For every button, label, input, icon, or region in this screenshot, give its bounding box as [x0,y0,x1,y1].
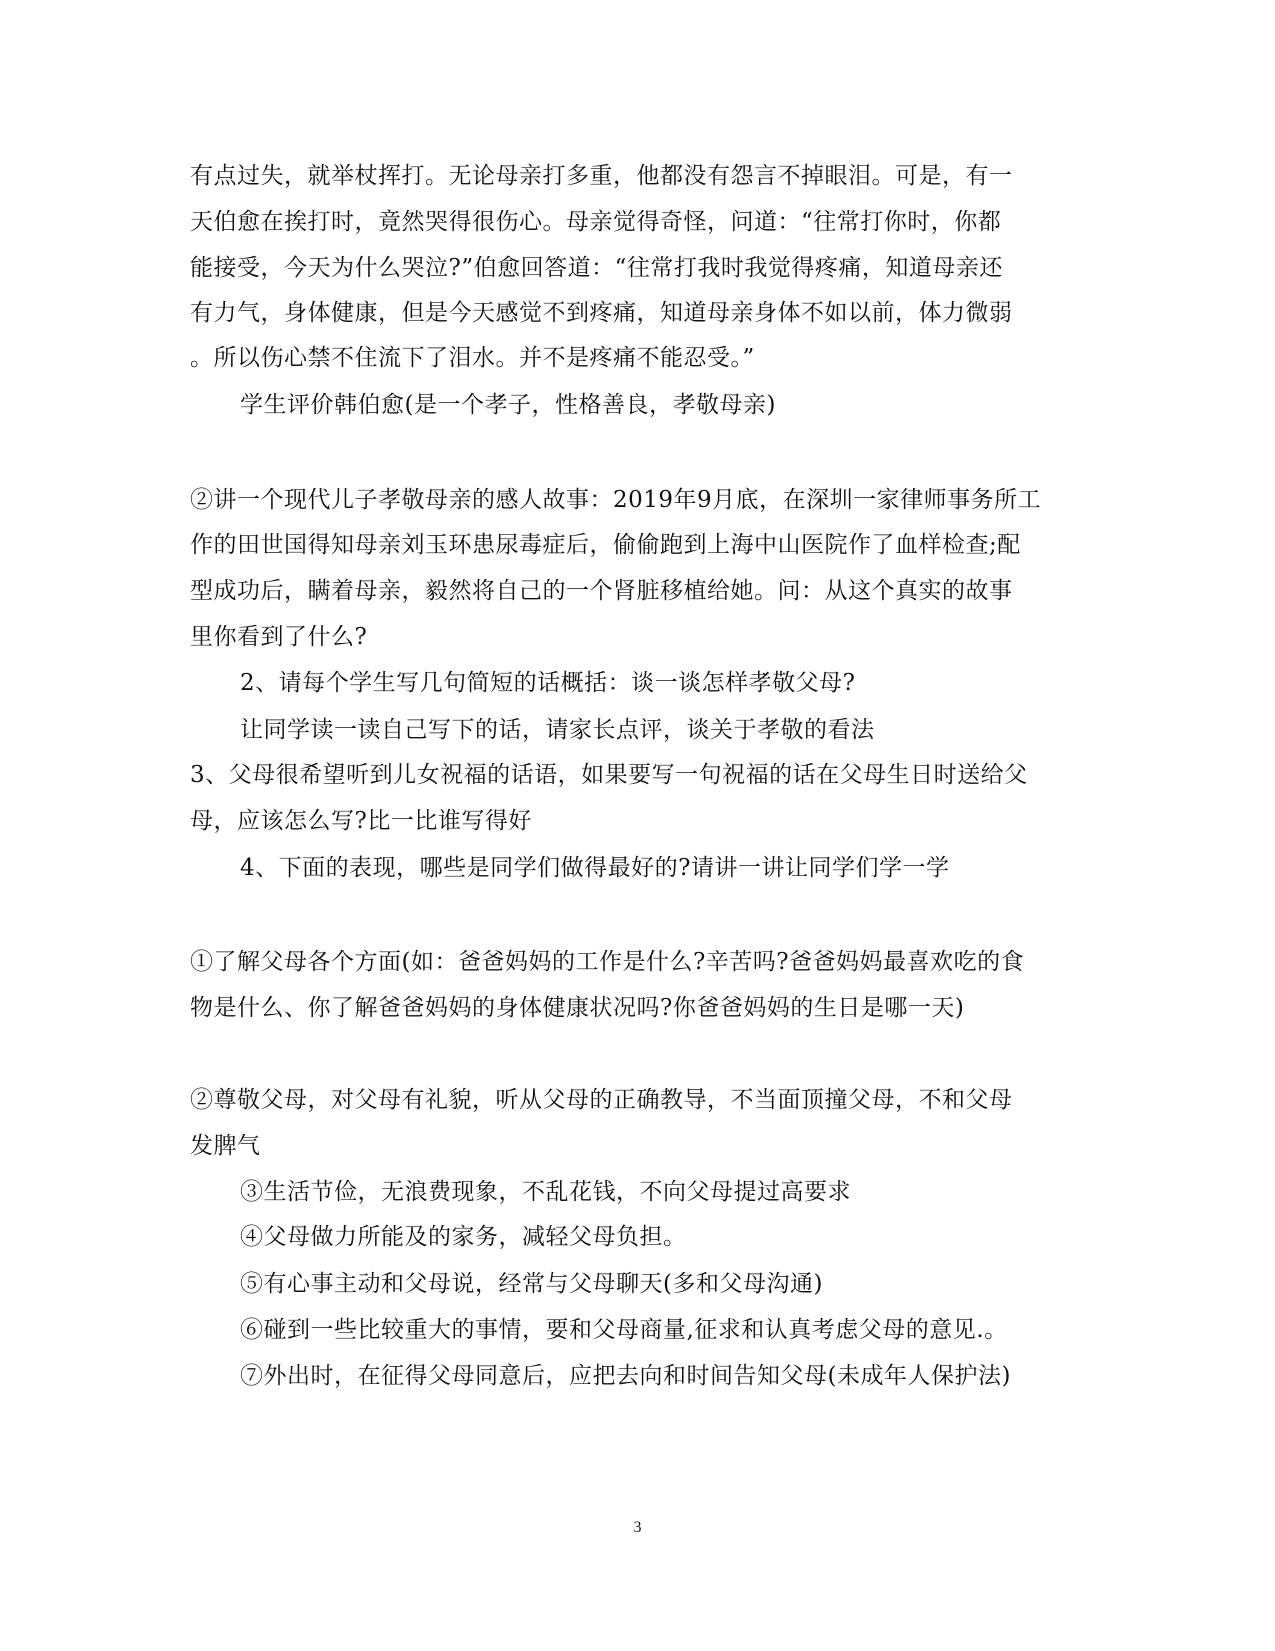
page-number: 3 [633,1519,642,1536]
text-line: 物是什么、你了解爸爸妈妈的身体健康状况吗?你爸爸妈妈的生日是哪一天) [190,995,965,1021]
text-line: 天伯愈在挨打时，竟然哭得很伤心。母亲觉得奇怪，问道：“往常打你时，你都 [190,209,1002,235]
text-line: 母，应该怎么写?比一比谁写得好 [190,808,532,834]
text-line: 能接受，今天为什么哭泣?”伯愈回答道：“往常打我时我觉得疼痛，知道母亲还 [190,255,1003,281]
text-line: 发脾气 [190,1133,261,1159]
text-line: 3、父母很希望听到儿女祝福的话语，如果要写一句祝福的话在父母生日时送给父 [190,762,1028,788]
text-line: 。所以伤心禁不住流下了泪水。并不是疼痛不能忍受。” [190,345,755,371]
text-line: 作的田世国得知母亲刘玉环患尿毒症后，偷偷跑到上海中山医院作了血样检查;配 [190,532,1021,558]
text-line: 2、请每个学生写几句简短的话概括：谈一谈怎样孝敬父母? [240,670,856,696]
text-line: 有力气，身体健康，但是今天感觉不到疼痛，知道母亲身体不如以前，体力微弱 [190,300,1013,326]
text-line: ②尊敬父母，对父母有礼貌，听从父母的正确教导，不当面顶撞父母，不和父母 [190,1087,1013,1113]
text-line: ⑦外出时，在征得父母同意后，应把去向和时间告知父母(未成年人保护法) [240,1363,1011,1389]
text-line: ①了解父母各个方面(如：爸爸妈妈的工作是什么?辛苦吗?爸爸妈妈最喜欢吃的食 [190,949,1025,975]
text-line: ④父母做力所能及的家务，减轻父母负担。 [240,1224,687,1250]
text-line: 型成功后，瞒着母亲，毅然将自己的一个肾脏移植给她。问：从这个真实的故事 [190,578,1013,604]
text-line: 让同学读一读自己写下的话，请家长点评，谈关于孝敬的看法 [240,717,875,743]
text-line: ③生活节俭，无浪费现象，不乱花钱，不向父母提过高要求 [240,1179,851,1205]
text-line: 有点过失，就举杖挥打。无论母亲打多重，他都没有怨言不掉眼泪。可是，有一 [190,163,1013,189]
text-line: ②讲一个现代儿子孝敬母亲的感人故事：2019年9月底，在深圳一家律师事务所工 [190,487,1042,513]
text-line: 4、下面的表现，哪些是同学们做得最好的?请讲一讲让同学们学一学 [240,855,950,881]
text-line: ⑥碰到一些比较重大的事情，要和父母商量,征求和认真考虑父母的意见.。 [240,1317,1008,1343]
text-line: 里你看到了什么? [190,624,368,650]
text-line: ⑤有心事主动和父母说，经常与父母聊天(多和父母沟通) [240,1271,823,1297]
text-line: 学生评价韩伯愈(是一个孝子，性格善良，孝敬母亲) [240,392,776,418]
